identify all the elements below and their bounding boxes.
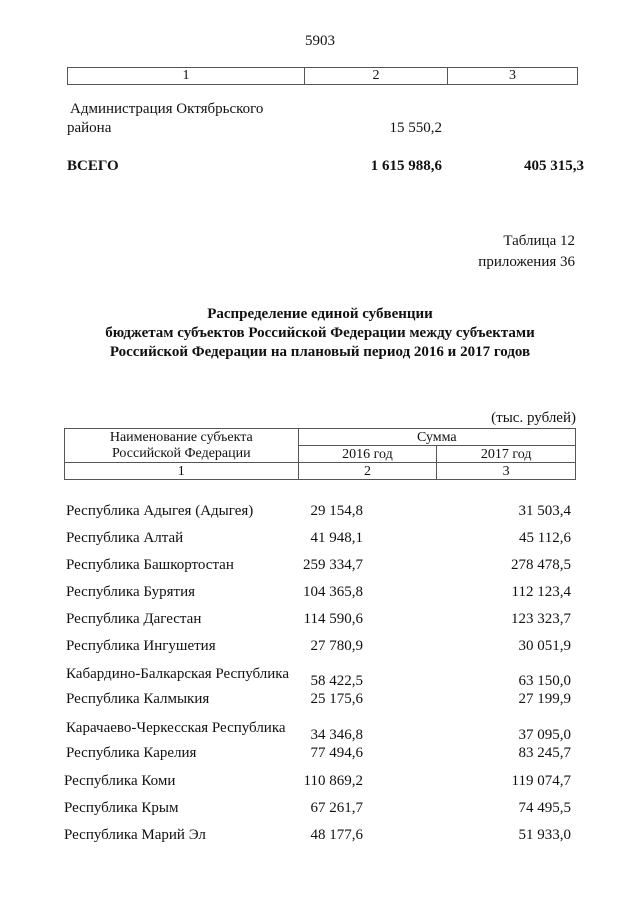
table-label: Таблица 12 [503,233,575,249]
table-row [0,557,640,577]
row-value-2016: 48 177,6 [310,827,363,843]
continuation-row-col2: 15 550,2 [389,120,442,136]
continuation-table-header [67,67,578,85]
column-number-3: 3 [509,68,516,83]
table-header [64,428,576,480]
row-value-2017: 112 123,4 [511,584,571,600]
table-row [0,530,640,550]
row-name: Республика Ингушетия [66,638,216,654]
row-value-2017: 83 245,7 [518,745,571,761]
row-name: Республика Башкортостан [66,557,234,573]
row-name: Республика Алтай [66,530,184,546]
header-name-line1: Наименование субъекта [65,429,299,446]
row-value-2017: 119 074,7 [511,773,571,789]
continuation-row-name-line2: района [67,120,112,136]
row-name: Кабардино-Балкарская Республика [66,666,290,682]
row-name: Республика Коми [64,773,176,789]
document-title-line2: бюджетам субъектов Российской Федерации между субъектами [105,325,535,341]
header-num-1: 1 [65,463,299,480]
table-row [0,773,640,793]
table-row [0,827,640,847]
row-name: Республика Крым [64,800,179,816]
row-value-2016: 27 780,9 [310,638,363,654]
row-value-2017: 27 199,9 [518,691,571,707]
header-year-2017: 2017 год [437,446,576,463]
table-row [0,611,640,631]
table-row [0,666,640,689]
header-sum: Сумма [298,429,575,446]
row-value-2016: 25 175,6 [310,691,363,707]
total-col2: 1 615 988,6 [370,158,442,174]
total-col3: 405 315,3 [524,158,584,174]
table-row [0,584,640,604]
table-row [0,503,640,523]
row-value-2017: 123 323,7 [511,611,571,627]
column-number-2: 2 [305,68,448,84]
table-row [0,638,640,658]
row-value-2016: 77 494,6 [310,745,363,761]
document-title-line3: Российской Федерации на плановый период 2016 и 2017 годов [109,344,531,360]
row-value-2017: 63 150,0 [518,673,571,689]
row-value-2016: 104 365,8 [303,584,363,600]
header-year-2016: 2016 год [298,446,437,463]
row-value-2017: 51 933,0 [518,827,571,843]
row-name: Республика Карелия [66,745,197,761]
row-value-2017: 30 051,9 [518,638,571,654]
header-num-3: 3 [437,463,576,480]
row-value-2017: 45 112,6 [519,530,571,546]
row-value-2017: 74 495,5 [518,800,571,816]
row-value-2016: 29 154,8 [310,503,363,519]
row-name: Республика Бурятия [66,584,196,600]
row-value-2016: 41 948,1 [310,530,363,546]
table-row [0,745,640,765]
table-row [0,691,640,711]
column-number-1: 1 [68,68,305,84]
appendix-label: приложения 36 [478,254,575,270]
row-value-2017: 31 503,4 [518,503,571,519]
row-name: Республика Адыгея (Адыгея) [66,503,254,519]
row-value-2016: 67 261,7 [310,800,363,816]
row-name: Республика Марий Эл [64,827,206,843]
row-value-2016: 110 869,2 [303,773,363,789]
row-value-2017: 278 478,5 [511,557,571,573]
row-name: Республика Калмыкия [66,691,210,707]
table-row [0,720,640,743]
document-title-line1: Распределение единой субвенции [207,306,433,322]
row-name: Республика Дагестан [66,611,202,627]
header-num-2: 2 [298,463,437,480]
row-value-2016: 34 346,8 [310,727,363,743]
row-value-2017: 37 095,0 [518,727,571,743]
continuation-row-name-line1: Администрация Октябрьского [70,101,264,117]
row-name: Карачаево-Черкесская Республика [66,720,286,736]
header-name-line2: Российской Федерации [65,446,299,463]
page-number: 5903 [305,33,335,49]
row-value-2016: 259 334,7 [303,557,363,573]
units-label: (тыс. рублей) [491,410,576,426]
total-label: ВСЕГО [67,158,119,174]
row-value-2016: 58 422,5 [310,673,363,689]
row-value-2016: 114 590,6 [303,611,363,627]
table-row [0,800,640,820]
